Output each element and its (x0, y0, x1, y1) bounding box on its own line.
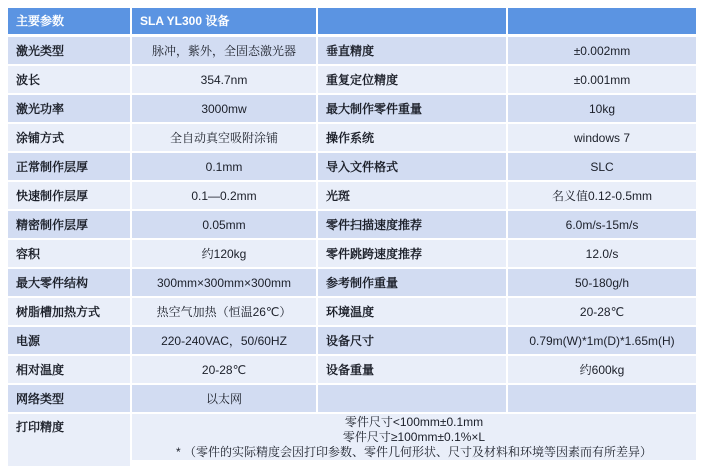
param-value: 约120kg (132, 240, 316, 267)
param-label: 设备重量 (318, 356, 506, 383)
param-label: 垂直精度 (318, 37, 506, 64)
param-label: 波长 (8, 66, 130, 93)
param-value: 0.1—0.2mm (132, 182, 316, 209)
param-label: 快速制作层厚 (8, 182, 130, 209)
param-label: 相对温度 (8, 356, 130, 383)
param-value: ±0.001mm (508, 66, 696, 93)
param-value: 3000mw (132, 95, 316, 122)
param-label: 精密制作层厚 (8, 211, 130, 238)
param-value: 0.05mm (132, 211, 316, 238)
param-value: 全自动真空吸附涂铺 (132, 124, 316, 151)
param-label: 激光功率 (8, 95, 130, 122)
param-label (318, 385, 506, 412)
param-label: 网络类型 (8, 385, 130, 412)
param-label: 容积 (8, 240, 130, 267)
param-label: 零件扫描速度推荐 (318, 211, 506, 238)
param-label: 操作系统 (318, 124, 506, 151)
param-value: ±0.002mm (508, 37, 696, 64)
param-label: 最大制作零件重量 (318, 95, 506, 122)
header-cell-main-params: 主要参数 (8, 8, 130, 34)
param-label: 环境温度 (318, 298, 506, 325)
param-label: 设备尺寸 (318, 327, 506, 354)
param-label: 光斑 (318, 182, 506, 209)
print-accuracy-label: 打印精度 (8, 414, 130, 466)
param-value: 12.0/s (508, 240, 696, 267)
param-label: 电源 (8, 327, 130, 354)
param-label: 正常制作层厚 (8, 153, 130, 180)
param-value: 300mm×300mm×300mm (132, 269, 316, 296)
header-cell-empty-1 (318, 8, 506, 34)
param-value: 6.0m/s-15m/s (508, 211, 696, 238)
param-value: 名义值0.12-0.5mm (508, 182, 696, 209)
header-cell-device-name: SLA YL300 设备 (132, 8, 316, 34)
param-value: 220-240VAC，50/60HZ (132, 327, 316, 354)
print-accuracy-line: * （零件的实际精度会因打印参数、零件几何形状、尺寸及材料和环境等因素而有所差异） (175, 444, 652, 459)
param-value: 354.7nm (132, 66, 316, 93)
spec-table (8, 8, 696, 459)
param-value (508, 385, 696, 412)
param-value: 热空气加热（恒温26℃） (132, 298, 316, 325)
param-value: 以太网 (132, 385, 316, 412)
param-value: 0.1mm (132, 153, 316, 180)
param-value: 0.79m(W)*1m(D)*1.65m(H) (508, 327, 696, 354)
header-cell-empty-2 (508, 8, 696, 34)
param-label: 激光类型 (8, 37, 130, 64)
param-value: 约600kg (508, 356, 696, 383)
print-accuracy-value (132, 414, 696, 460)
param-label: 参考制作重量 (318, 269, 506, 296)
param-value: 脉冲，紫外，全固态激光器 (132, 37, 316, 64)
param-label: 树脂槽加热方式 (8, 298, 130, 325)
param-value: 20-28℃ (508, 298, 696, 325)
param-label: 零件跳跨速度推荐 (318, 240, 506, 267)
print-accuracy-line: 零件尺寸<100mm±0.1mm (344, 414, 484, 429)
param-value: 20-28℃ (132, 356, 316, 383)
param-value: SLC (508, 153, 696, 180)
param-label: 最大零件结构 (8, 269, 130, 296)
param-value: 10kg (508, 95, 696, 122)
param-label: 重复定位精度 (318, 66, 506, 93)
print-accuracy-line: 零件尺寸≥100mm±0.1%×L (342, 429, 486, 444)
param-label: 导入文件格式 (318, 153, 506, 180)
param-value: 50-180g/h (508, 269, 696, 296)
param-label: 涂铺方式 (8, 124, 130, 151)
param-value: windows 7 (508, 124, 696, 151)
